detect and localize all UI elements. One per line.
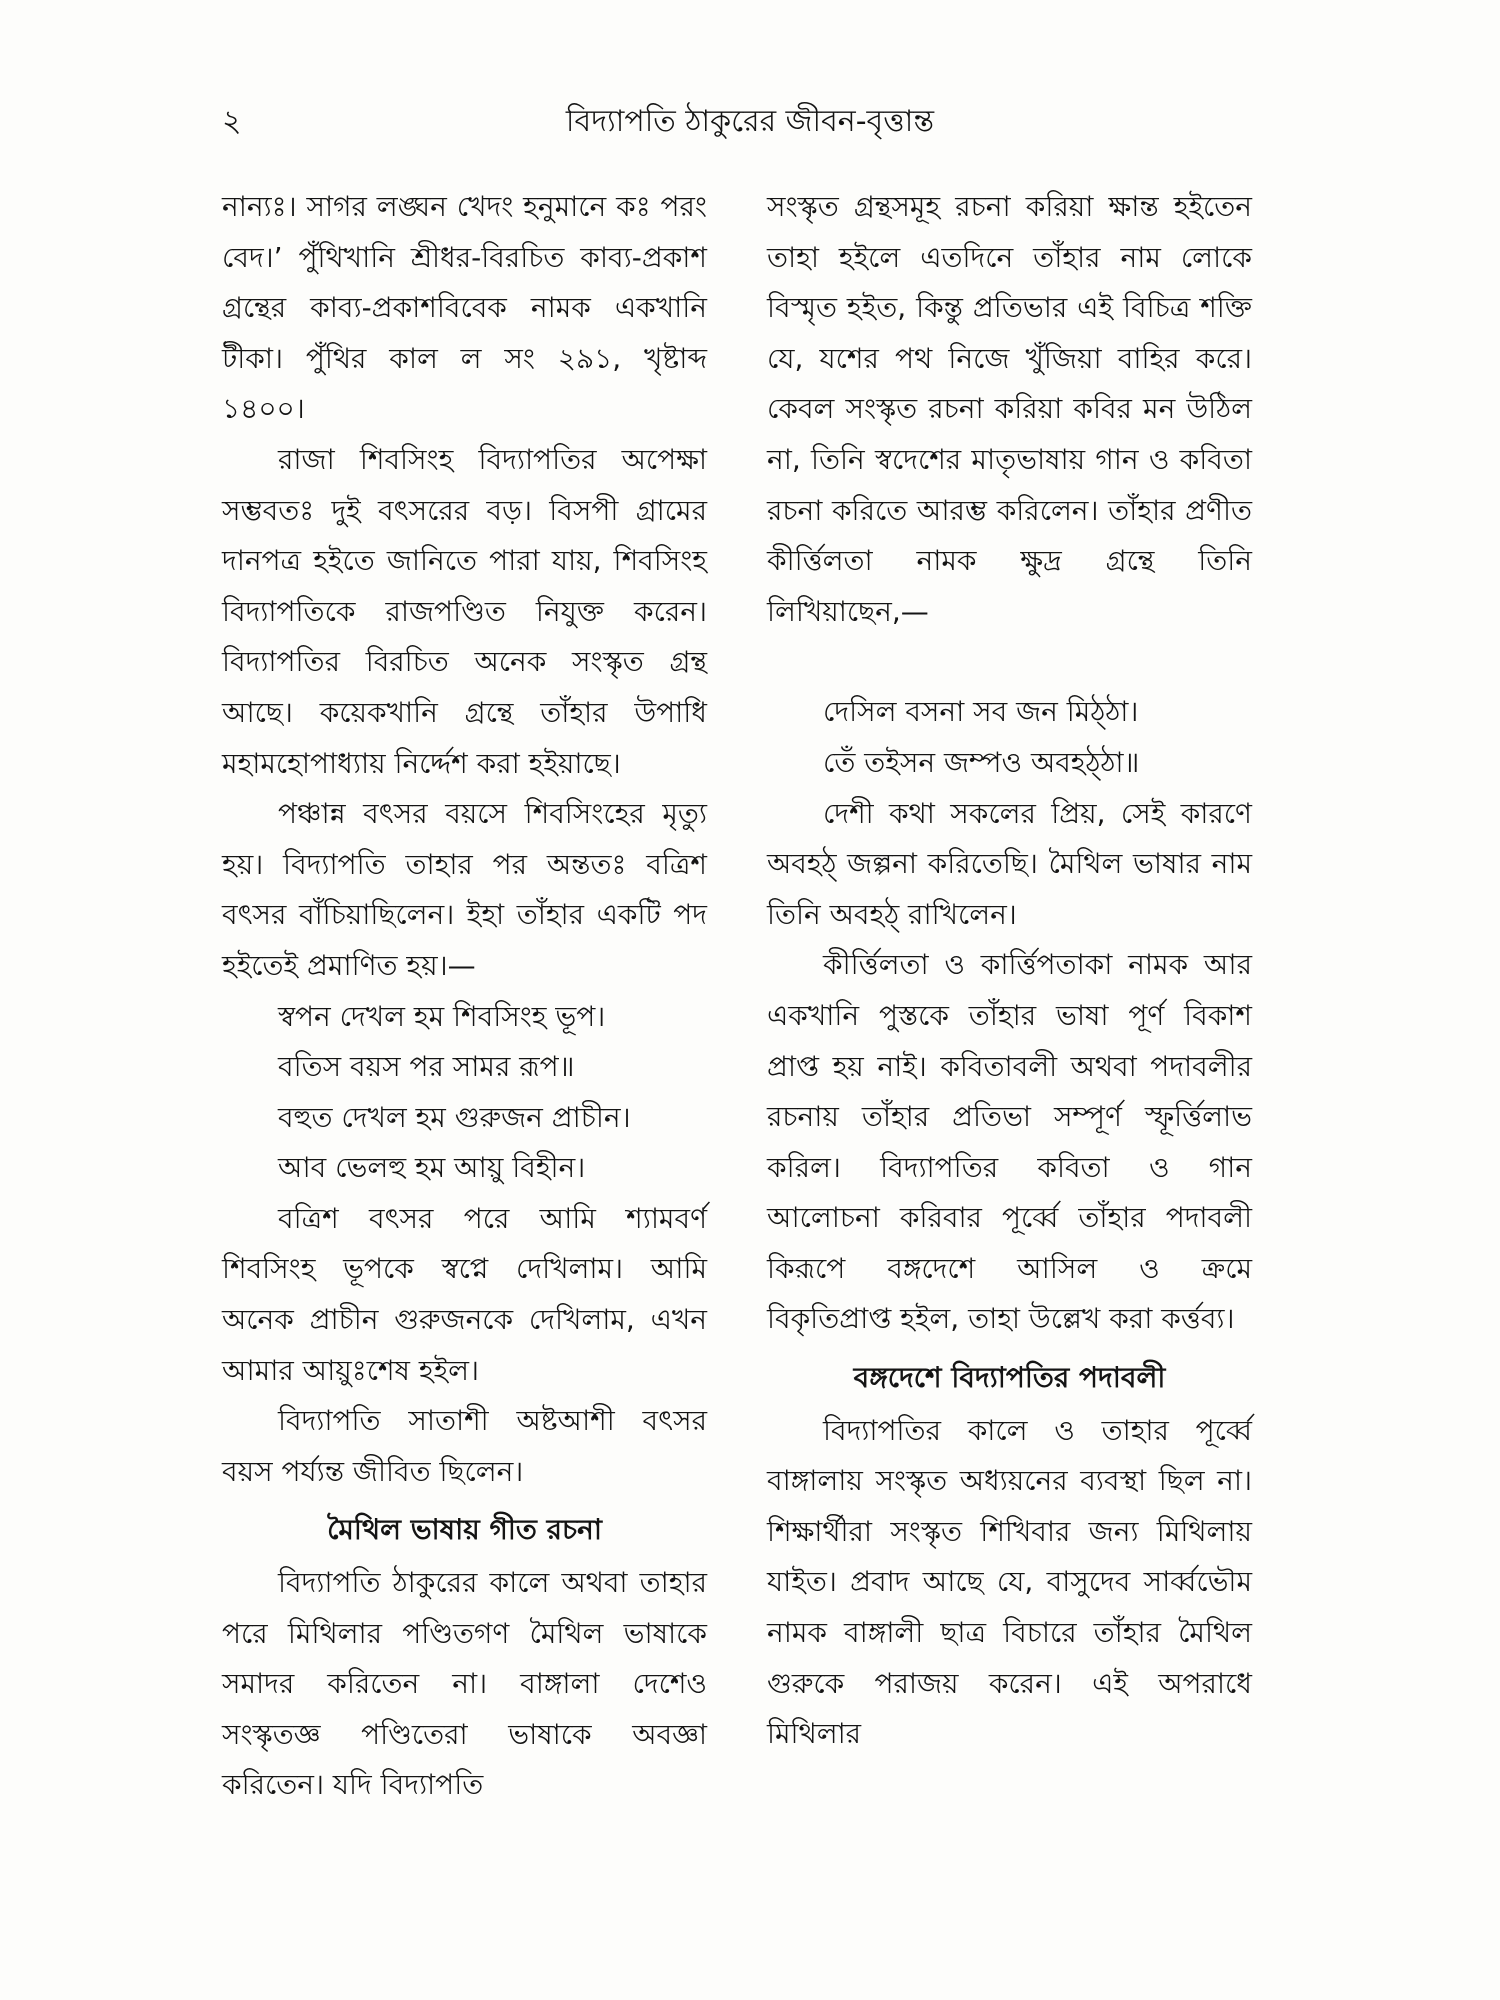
- paragraph: কীর্ত্তিলতা ও কার্ত্তিপতাকা নামক আর একখানি পুস্তকে তাঁহার ভাষা পূর্ণ বিকাশ প্রাপ্ত হয় নাই। কবিতাবলী অথবা পদাবলীর রচনায় তাঁহার প্রতিভা সম্পূর্ণ স্ফূর্ত্তিলাভ করিল। বিদ্যাপতির কবিতা ও গান আলোচনা করিবার পূর্ব্বে তাঁহার পদাবলী কিরূপে বঙ্গদেশে আসিল ও ক্রমে বিকৃতিপ্রাপ্ত হইল, তাহা উল্লেখ করা কর্ত্তব্য।: [767, 948, 1252, 1336]
- verse-line: বহুত দেখল হম গুরুজন প্রাচীন।: [278, 1100, 631, 1134]
- section-heading: বঙ্গদেশে বিদ্যাপতির পদাবলী: [853, 1361, 1166, 1395]
- left-column: [222, 182, 707, 1811]
- paragraph: বিদ্যাপতি ঠাকুরের কালে অথবা তাহার পরে মিথিলার পণ্ডিতগণ মৈথিল ভাষাকে সমাদর করিতেন না। বাঙ্গালা দেশেও সংস্কৃতজ্ঞ পণ্ডিতেরা ভাষাকে অবজ্ঞা করিতেন। যদি বিদ্যাপতি: [222, 1566, 707, 1802]
- page-number: ২: [222, 104, 242, 139]
- paragraph: বত্রিশ বৎসর পরে আমি শ্যামবর্ণ শিবসিংহ ভূপকে স্বপ্নে দেখিলাম। আমি অনেক প্রাচীন গুরুজনকে দেখিলাম, এখন আমার আয়ুঃশেষ হইল।: [222, 1201, 707, 1387]
- paragraph: রাজা শিবসিংহ বিদ্যাপতির অপেক্ষা সম্ভবতঃ দুই বৎসরের বড়। বিসপী গ্রামের দানপত্র হইতে জানিতে পারা যায়, শিবসিংহ বিদ্যাপতিকে রাজপণ্ডিত নিযুক্ত করেন। বিদ্যাপতির বিরচিত অনেক সংস্কৃত গ্রন্থ আছে। কয়েকখানি গ্রন্থে তাঁহার উপাধি মহামহোপাধ্যায় নির্দ্দেশ করা হইয়াছে।: [222, 442, 707, 780]
- paragraph: সংস্কৃত গ্রন্থসমূহ রচনা করিয়া ক্ষান্ত হইতেন তাহা হইলে এতদিনে তাঁহার নাম লোকে বিস্মৃত হইত, কিন্তু প্রতিভার এই বিচিত্র শক্তি যে, যশের পথ নিজে খুঁজিয়া বাহির করে। কেবল সংস্কৃত রচনা করিয়া কবির মন উঠিল না, তিনি স্বদেশের মাতৃভাষায় গান ও কবিতা রচনা করিতে আরম্ভ করিলেন। তাঁহার প্রণীত কীর্ত্তিলতা নামক ক্ষুদ্র গ্রন্থে তিনি লিখিয়াছেন,—: [767, 190, 1252, 628]
- right-column: [767, 182, 1252, 1760]
- paragraph: পঞ্চান্ন বৎসর বয়সে শিবসিংহের মৃত্যু হয়। বিদ্যাপতি তাহার পর অন্ততঃ বত্রিশ বৎসর বাঁচিয়াছিলেন। ইহা তাঁহার একটি পদ হইতেই প্রমাণিত হয়।—: [222, 797, 707, 982]
- paragraph: নান্যঃ। সাগর লঙ্ঘন খেদং হনুমানে কঃ পরং বেদ।’ পুঁথিখানি শ্রীধর-বিরচিত কাব্য-প্রকাশ গ্রন্থের কাব্য-প্রকাশবিবেক নামক একখানি টীকা। পুঁথির কাল ল সং ২৯১, খৃষ্টাব্দ ১৪০০।: [222, 190, 707, 426]
- paragraph: দেশী কথা সকলের প্রিয়, সেই কারণে অবহঠ্ জল্পনা করিতেছি। মৈথিল ভাষার নাম তিনি অবহঠ্ রাখিলেন।: [767, 796, 1252, 931]
- verse-line: দেসিল বসনা সব জন মিঠ্‌ঠা।: [823, 695, 1139, 729]
- verse-line: আব ভেলহু হম আয়ু বিহীন।: [278, 1151, 586, 1185]
- paragraph: বিদ্যাপতির কালে ও তাহার পূর্ব্বে বাঙ্গালায় সংস্কৃত অধ্যয়নের ব্যবস্থা ছিল না। শিক্ষার্থীরা সংস্কৃত শিখিবার জন্য মিথিলায় যাইত। প্রবাদ আছে যে, বাসুদেব সার্ব্বভৌম নামক বাঙ্গালী ছাত্র বিচারে তাঁহার মৈথিল গুরুকে পরাজয় করেন। এই অপরাধে মিথিলার: [767, 1413, 1252, 1751]
- verse-line: বতিস বয়স পর সামর রূপ॥: [278, 1050, 575, 1084]
- verse-block: [767, 687, 1252, 788]
- section-heading: মৈথিল ভাষায় গীত রচনা: [327, 1513, 602, 1547]
- verse-block: [222, 992, 707, 1194]
- page-header: [0, 92, 1500, 152]
- paragraph: বিদ্যাপতি সাতাশী অষ্টআশী বৎসর বয়স পর্য্যন্ত জীবিত ছিলেন।: [222, 1404, 707, 1488]
- verse-line: স্বপন দেখল হম শিবসিংহ ভূপ।: [278, 999, 606, 1033]
- running-title: বিদ্যাপতি ঠাকুরের জীবন-বৃত্তান্ত: [565, 104, 935, 139]
- verse-line: তেঁ তইসন জম্পও অবহঠ্‌ঠা॥: [823, 745, 1140, 779]
